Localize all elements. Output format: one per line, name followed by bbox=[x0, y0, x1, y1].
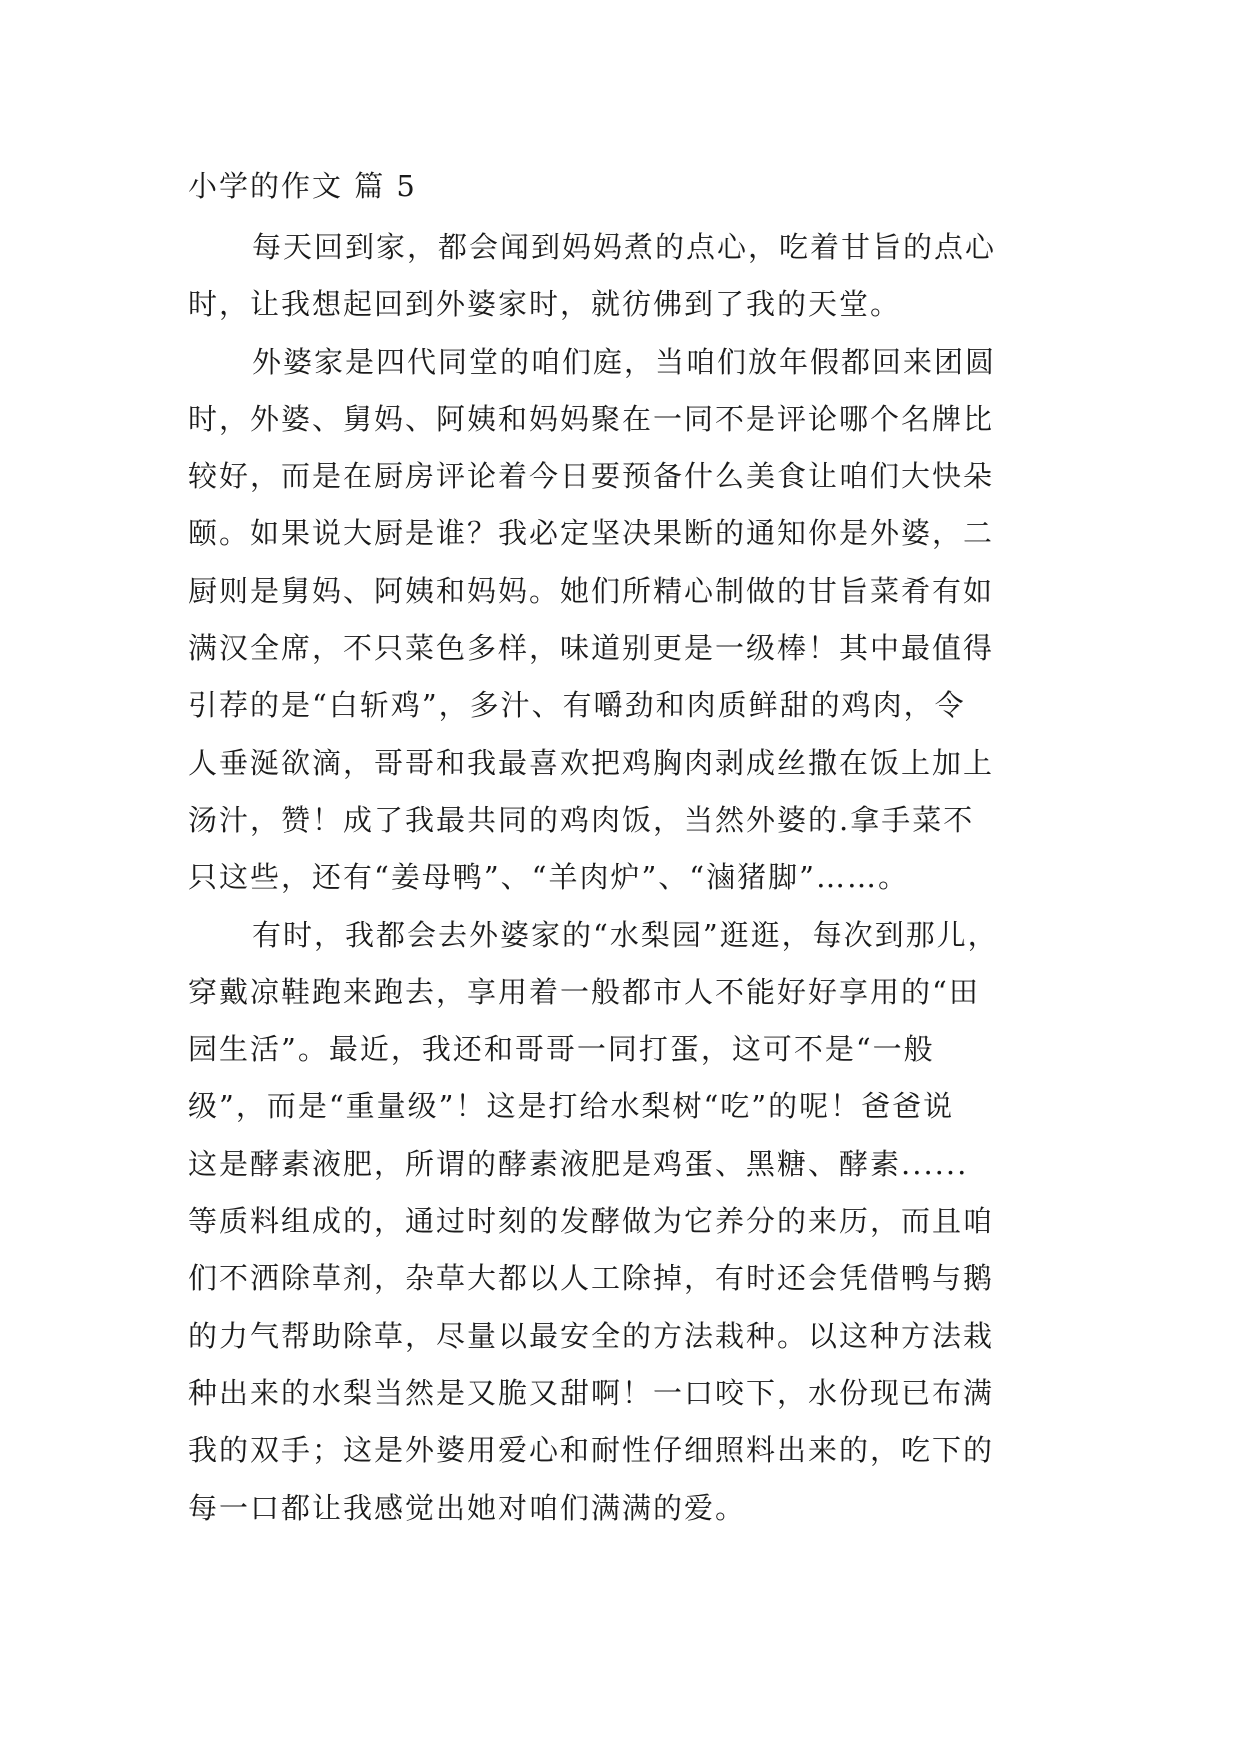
text-line: 等质料组成的，通过时刻的发酵做为它养分的来历，而且咱 bbox=[188, 1204, 995, 1239]
text-line: 外婆家是四代同堂的咱们庭，当咱们放年假都回来团圆 bbox=[252, 344, 997, 379]
text-line: 园生活”。最近，我还和哥哥一同打蛋，这可不是“一般 bbox=[188, 1032, 935, 1067]
text-line: 我的双手；这是外婆用爱心和耐性仔细照料出来的，吃下的 bbox=[188, 1433, 995, 1468]
text-line: 种出来的水梨当然是又脆又甜啊！一口咬下，水份现已布满 bbox=[188, 1375, 995, 1410]
text-line: 只这些，还有“姜母鸭”、“羊肉炉”、“滷猪脚”……。 bbox=[188, 860, 909, 895]
text-line: 厨则是舅妈、阿姨和妈妈。她们所精心制做的甘旨菜肴有如 bbox=[188, 573, 995, 608]
text-line: 颐。如果说大厨是谁？我必定坚决果断的通知你是外婆，二 bbox=[188, 516, 995, 551]
text-line: 满汉全席，不只菜色多样，味道别更是一级棒！其中最值得 bbox=[188, 631, 995, 666]
document-title: 小学的作文 篇 5 bbox=[188, 169, 417, 203]
text-line: 每一口都让我感觉出她对咱们满满的爱。 bbox=[188, 1490, 747, 1525]
document-body bbox=[188, 168, 1056, 1537]
text-line: 穿戴凉鞋跑来跑去，享用着一般都市人不能好好享用的“田 bbox=[188, 974, 980, 1009]
text-line: 引荐的是“白斩鸡”，多汁、有嚼劲和肉质鲜甜的鸡肉，令 bbox=[188, 688, 966, 723]
text-line: 有时，我都会去外婆家的“水梨园”逛逛，每次到那儿， bbox=[252, 917, 999, 952]
text-line: 时，让我想起回到外婆家时，就彷佛到了我的天堂。 bbox=[188, 287, 902, 322]
text-line: 较好，而是在厨房评论着今日要预备什么美食让咱们大快朵 bbox=[188, 459, 995, 494]
text-line: 们不洒除草剂，杂草大都以人工除掉，有时还会凭借鸭与鹅 bbox=[188, 1261, 995, 1296]
text-line: 时，外婆、舅妈、阿姨和妈妈聚在一同不是评论哪个名牌比 bbox=[188, 401, 995, 436]
text-line: 级”，而是“重量级”！这是打给水梨树“吃”的呢！爸爸说 bbox=[188, 1089, 955, 1124]
text-line: 每天回到家，都会闻到妈妈煮的点心，吃着甘旨的点心 bbox=[252, 230, 997, 264]
text-line: 汤汁，赞！成了我最共同的鸡肉饭，当然外婆的.拿手菜不 bbox=[188, 802, 975, 837]
text-line: 这是酵素液肥，所谓的酵素液肥是鸡蛋、黑糖、酵素...... bbox=[188, 1146, 969, 1181]
text-line: 人垂涎欲滴，哥哥和我最喜欢把鸡胸肉剥成丝撒在饭上加上 bbox=[188, 745, 995, 780]
text-line: 的力气帮助除草，尽量以最安全的方法栽种。以这种方法栽 bbox=[188, 1318, 995, 1353]
